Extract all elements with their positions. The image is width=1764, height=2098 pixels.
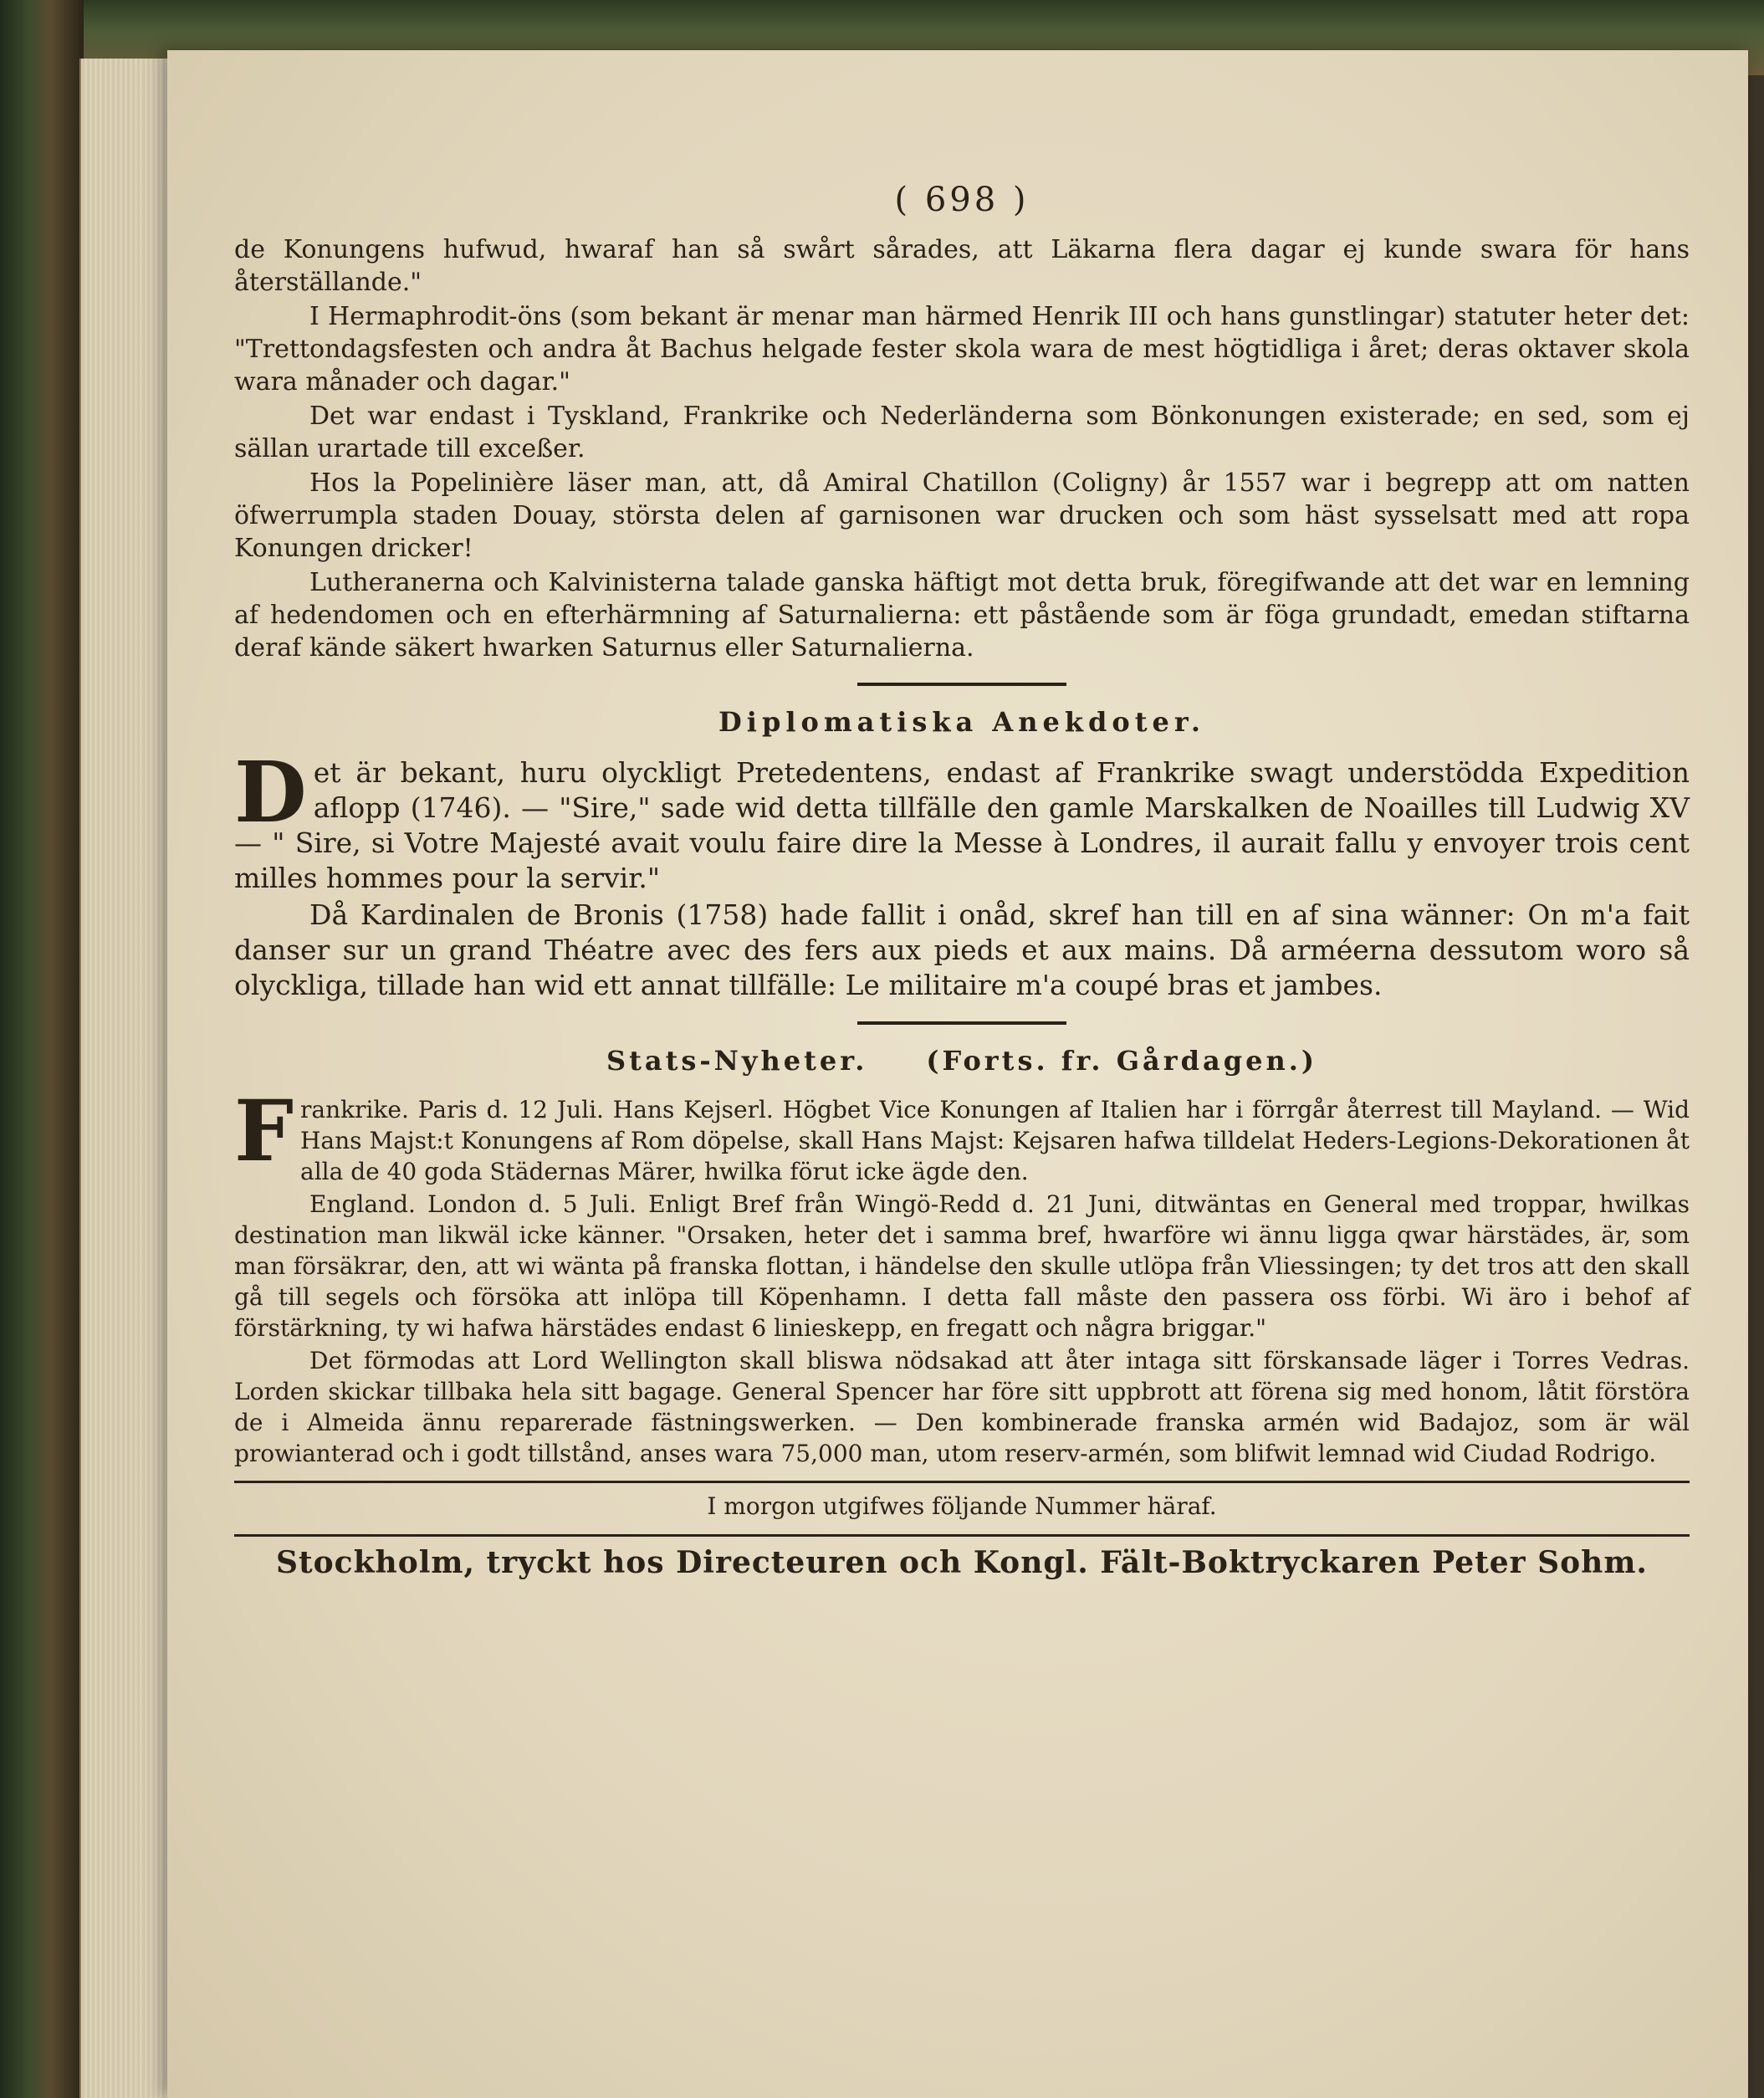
nyheter-paragraph-1-text: rankrike. Paris d. 12 Juli. Hans Kejserl. Högbet Vice Konungen af Italien har i förrgår återrest till Mayland. — Wid Hans Majst:t Konungens af Rom döpelse, skall Hans Majst: Kejsaren hafwa tilldelat Heders-Legions-Dekorationen åt alla de 40 goda Städernas Märer, hwilka förut icke ägde den. xyxy=(300,1096,1690,1185)
opening-paragraph-5: Lutheranerna och Kalvinisterna talade ganska häftigt mot detta bruk, föregifwande att det war en lemning af hedendomen och en efterhärmning af Saturnalierna: ett påstående som är föga grundadt, emedan stiftarna deraf kände säkert hwarken Saturnus eller Saturnalierna. xyxy=(234,568,1690,663)
section-subtitle-nyheter: (Forts. fr. Gårdagen.) xyxy=(926,1045,1318,1077)
nyheter-paragraph-3: Det förmodas att Lord Wellington skall bliswa nödsakad att åter intaga sitt förskansade läger i Torres Vedras. Lorden skickar tillbaka hela sitt bagage. General Spencer har före sitt uppbrott att förena sig med honom, låtit förstöra de i Almeida ännu reparerade fästningswerken. — Den kombinerade franska armén wid Badajoz, som är wäl prowianterad och i godt tillstånd, anses wara 75,000 man, utom reserv-armén, som blifwit lemnad wid Ciudad Rodrigo. xyxy=(234,1347,1690,1467)
section-title-nyheter: Stats-Nyheter. xyxy=(606,1045,868,1077)
section-header-nyheter xyxy=(234,1045,1690,1077)
page-number: ( 698 ) xyxy=(894,181,1030,219)
nyheter-paragraph-2: England. London d. 5 Juli. Enligt Bref från Wingö-Redd d. 21 Juni, ditwäntas en General med troppar, hwilkas destination man likwäl icke känner. "Orsaken, heter det i samma bref, hwarföre wi ännu ligga qwar härstädes, är, som man försäkrar, den, att wi wänta på franska flottan, i händelse den skulle utlöpa från Vliessingen; ty det tros att den skall gå till segels och försöka att inlöpa till Köpenhamn. I detta fall måste den passera oss förbi. Wi äro i behof af förstärkning, ty wi hafwa härstädes endast 6 linieskepp, en fregatt och några briggar." xyxy=(234,1190,1690,1342)
printer-imprint: Stockholm, tryckt hos Directeuren och Kongl. Fält-Boktryckaren Peter Sohm. xyxy=(276,1545,1648,1580)
next-issue-notice: I morgon utgifwes följande Nummer häraf. xyxy=(707,1492,1217,1520)
dropcap: D xyxy=(234,743,307,842)
nyheter-paragraph-1 xyxy=(234,1082,1690,1187)
opening-paragraph-1: de Konungens hufwud, hwaraf han så swårt sårades, att Läkarna flera dagar ej kunde swara för hans återställande." xyxy=(234,235,1690,297)
anekdoter-paragraph-1 xyxy=(234,743,1690,896)
page-text xyxy=(234,181,1690,1580)
footer-rule xyxy=(234,1481,1690,1483)
dropcap: F xyxy=(234,1082,294,1180)
anekdoter-paragraph-2: Då Kardinalen de Bronis (1758) hade fallit i onåd, skref han till en af sina wänner: On m'a fait danser sur un grand Théatre avec des fers aux pieds et aux mains. Då arméerna dessutom woro så olyckliga, tillade han wid ett annat tillfälle: Le militaire m'a coupé bras et jambes. xyxy=(234,898,1690,1001)
section-divider xyxy=(857,1021,1066,1025)
opening-paragraph-4: Hos la Popelinière läser man, att, då Amiral Chatillon (Coligny) år 1557 war i begrepp att om natten öfwerrumpla staden Douay, största delen af garnisonen war drucken och som häst sysselsatt med att ropa Konungen dricker! xyxy=(234,468,1690,563)
footer-rule xyxy=(234,1534,1690,1537)
anekdoter-paragraph-1-text: et är bekant, huru olyckligt Pretedentens, endast af Frankrike swagt understödda Expedition aflopp (1746). — "Sire," sade wid detta tillfälle den gamle Marskalken de Noailles till Ludwig XV — " Sire, si Votre Majesté avait voulu faire dire la Messe à Londres, il aurait fallu y envoyer trois cent milles hommes pour la servir." xyxy=(234,756,1690,894)
section-title-anekdoter: Diplomatiska Anekdoter. xyxy=(718,706,1205,738)
section-divider xyxy=(857,683,1066,686)
opening-paragraph-3: Det war endast i Tyskland, Frankrike och Nederländerna som Bönkonungen existerade; en sed, som ej sällan urartade till exceßer. xyxy=(234,402,1690,463)
book-binding xyxy=(0,0,84,2098)
opening-paragraph-2: I Hermaphrodit-öns (som bekant är menar man härmed Henrik III och hans gunstlingar) statuter heter det: "Trettondagsfesten och andra åt Bachus helgade fester skola wara de mest högtidliga i året; deras oktaver skola wara månader och dagar." xyxy=(234,302,1690,397)
